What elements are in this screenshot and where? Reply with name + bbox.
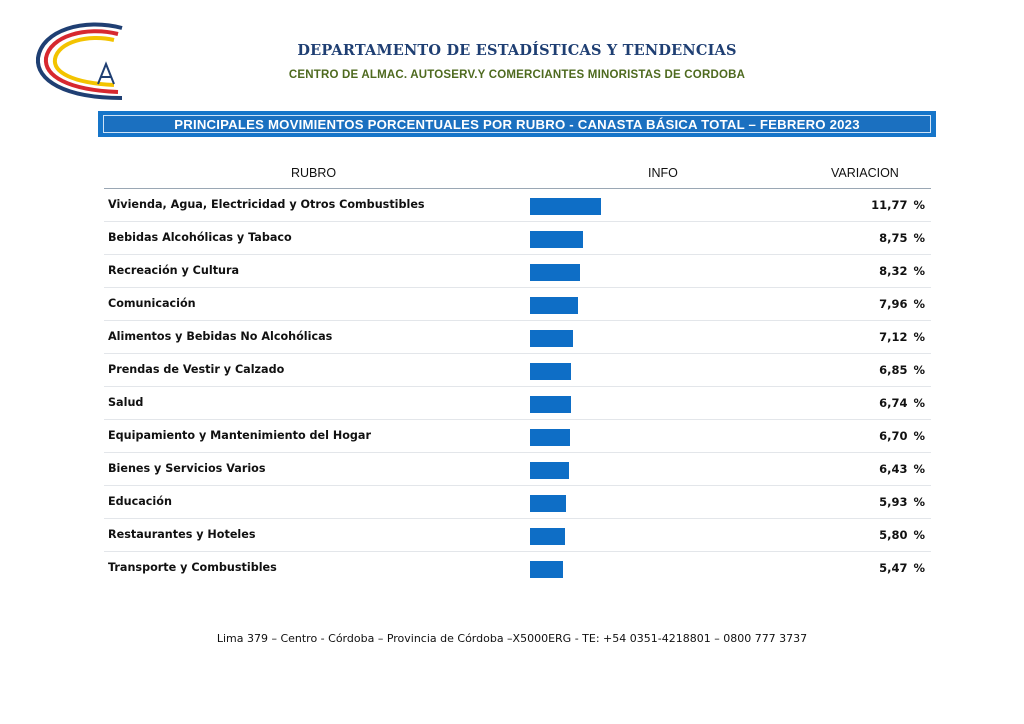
table-row bbox=[104, 453, 931, 486]
report-banner bbox=[98, 111, 936, 137]
variation-bar bbox=[530, 231, 583, 248]
variation-number: 8,75 bbox=[879, 231, 908, 245]
rubro-label: Equipamiento y Mantenimiento del Hogar bbox=[108, 429, 371, 442]
variation-unit: % bbox=[913, 231, 925, 245]
rubro-label: Comunicación bbox=[108, 297, 196, 310]
table-row bbox=[104, 189, 931, 222]
variation-value bbox=[879, 363, 925, 377]
rubro-label: Recreación y Cultura bbox=[108, 264, 240, 277]
table-row bbox=[104, 387, 931, 420]
variation-bar bbox=[530, 396, 571, 413]
table-row bbox=[104, 420, 931, 453]
variation-value bbox=[879, 462, 925, 476]
variation-unit: % bbox=[913, 297, 925, 311]
table-row bbox=[104, 354, 931, 387]
chart-rows bbox=[104, 189, 931, 585]
variation-unit: % bbox=[913, 462, 925, 476]
rubro-label: Alimentos y Bebidas No Alcohólicas bbox=[108, 330, 333, 343]
variation-value bbox=[879, 264, 925, 278]
rubro-label: Salud bbox=[108, 396, 144, 409]
table-row bbox=[104, 321, 931, 354]
table-row bbox=[104, 486, 931, 519]
variation-number: 5,93 bbox=[879, 495, 908, 509]
rubro-label: Educación bbox=[108, 495, 172, 508]
rubro-label: Vivienda, Agua, Electricidad y Otros Combustibles bbox=[108, 198, 425, 211]
variation-number: 5,80 bbox=[879, 528, 908, 542]
footer-address: Lima 379 – Centro - Córdoba – Provincia de Córdoba –X5000ERG - TE: +54 0351-4218801 – 0800 777 3737 bbox=[216, 632, 808, 645]
rubro-label: Prendas de Vestir y Calzado bbox=[108, 363, 285, 376]
variation-bar bbox=[530, 429, 570, 446]
column-header-rubro: RUBRO bbox=[291, 166, 337, 180]
table-row bbox=[104, 552, 931, 585]
variation-unit: % bbox=[913, 396, 925, 410]
variation-bar bbox=[530, 462, 569, 479]
variation-unit: % bbox=[913, 528, 925, 542]
variation-unit: % bbox=[913, 330, 925, 344]
variation-bar bbox=[530, 495, 566, 512]
variation-number: 6,85 bbox=[879, 363, 908, 377]
department-title: DEPARTAMENTO DE ESTADÍSTICAS Y TENDENCIAS bbox=[297, 42, 737, 59]
variation-bar bbox=[530, 528, 565, 545]
variation-bar bbox=[530, 561, 563, 578]
column-header-variacion: VARIACION bbox=[831, 166, 899, 180]
variation-unit: % bbox=[913, 561, 925, 575]
variation-number: 6,43 bbox=[879, 462, 908, 476]
variation-value bbox=[879, 330, 925, 344]
rubro-label: Transporte y Combustibles bbox=[108, 561, 277, 574]
variation-unit: % bbox=[913, 264, 925, 278]
variation-number: 8,32 bbox=[879, 264, 908, 278]
variation-number: 7,96 bbox=[879, 297, 908, 311]
variation-number: 6,74 bbox=[879, 396, 908, 410]
table-row bbox=[104, 288, 931, 321]
variation-value bbox=[879, 429, 925, 443]
variation-unit: % bbox=[913, 429, 925, 443]
report-title: PRINCIPALES MOVIMIENTOS PORCENTUALES POR RUBRO - CANASTA BÁSICA TOTAL – FEBRERO 2023 bbox=[174, 116, 860, 132]
department-subtitle: CENTRO DE ALMAC. AUTOSERV.Y COMERCIANTES MINORISTAS DE CORDOBA bbox=[288, 69, 746, 81]
variation-value bbox=[879, 561, 925, 575]
rubro-label: Bienes y Servicios Varios bbox=[108, 462, 266, 475]
variation-value bbox=[879, 231, 925, 245]
variation-unit: % bbox=[913, 495, 925, 509]
variation-value bbox=[879, 495, 925, 509]
variation-unit: % bbox=[913, 198, 925, 212]
table-row bbox=[104, 222, 931, 255]
variation-number: 6,70 bbox=[879, 429, 908, 443]
variation-value bbox=[879, 297, 925, 311]
report-banner-inner bbox=[103, 115, 931, 133]
variation-number: 7,12 bbox=[879, 330, 908, 344]
rubro-label: Bebidas Alcohólicas y Tabaco bbox=[108, 231, 292, 244]
cac-logo-icon bbox=[34, 20, 130, 104]
table-row bbox=[104, 519, 931, 552]
variation-value bbox=[879, 528, 925, 542]
variation-bar bbox=[530, 330, 573, 347]
variation-bar bbox=[530, 264, 580, 281]
variation-number: 5,47 bbox=[879, 561, 908, 575]
variation-value bbox=[879, 396, 925, 410]
variation-bar bbox=[530, 297, 578, 314]
variation-number: 11,77 bbox=[871, 198, 908, 212]
variation-bar bbox=[530, 198, 601, 215]
rubro-label: Restaurantes y Hoteles bbox=[108, 528, 256, 541]
variation-bar bbox=[530, 363, 571, 380]
variation-unit: % bbox=[913, 363, 925, 377]
table-row bbox=[104, 255, 931, 288]
column-header-info: INFO bbox=[648, 166, 678, 180]
variation-value bbox=[871, 198, 925, 212]
